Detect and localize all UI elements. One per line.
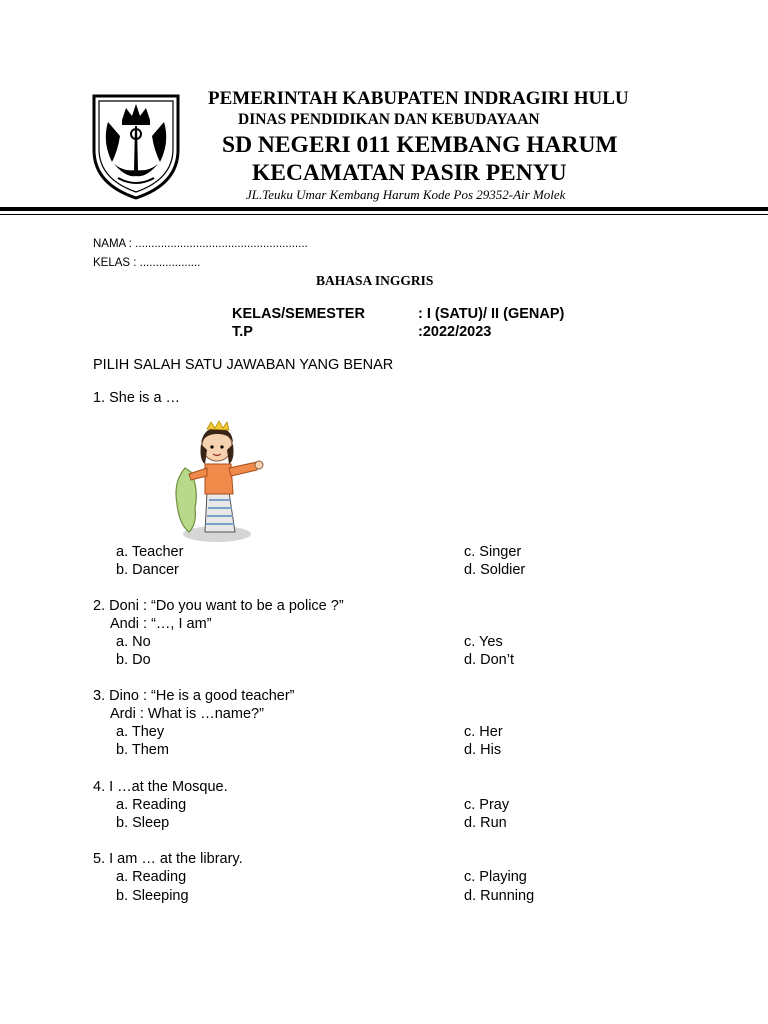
q4-option-c: c. Pray [464,797,510,813]
question-1-prompt: 1. She is a … [93,390,181,406]
q4-option-d: d. Run [464,815,507,831]
q1-option-b: b. Dancer [116,562,179,578]
q1-option-c: c. Singer [464,544,522,560]
q2-option-b: b. Do [116,652,151,668]
q5-option-c: c. Playing [464,869,527,885]
q3-option-b: b. Them [116,742,169,758]
semester-label: KELAS/SEMESTER [232,306,365,322]
dancer-girl-illustration [165,420,265,544]
tp-value: :2022/2023 [418,324,492,340]
q2-option-c: c. Yes [464,634,503,650]
question-5-prompt: 5. I am … at the library. [93,851,243,867]
q3-option-d: d. His [464,742,502,758]
header-line-2: DINAS PENDIDIKAN DAN KEBUDAYAAN [238,111,540,128]
q5-option-b: b. Sleeping [116,888,189,904]
school-name: SD NEGERI 011 KEMBANG HARUM [222,132,618,158]
q5-option-a: a. Reading [116,869,187,885]
school-address: JL.Teuku Umar Kembang Harum Kode Pos 29352-Air Molek [246,187,566,202]
q3-option-a: a. They [116,724,165,740]
header-rule-thick [0,207,768,211]
question-3-prompt: 3. Dino : “He is a good teacher” [93,688,295,704]
question-4-prompt: 4. I …at the Mosque. [93,779,228,795]
q4-option-a: a. Reading [116,797,187,813]
tp-label: T.P [232,324,253,340]
class-field: KELAS : ................... [93,257,201,269]
q3-option-c: c. Her [464,724,503,740]
q2-option-d: d. Don’t [464,652,514,668]
subject-title: BAHASA INGGRIS [316,273,434,288]
q1-option-a: a. Teacher [116,544,184,560]
question-3-prompt-line-2: Ardi : What is …name?” [110,706,264,722]
semester-value: : I (SATU)/ II (GENAP) [418,306,565,322]
district-name: KECAMATAN PASIR PENYU [252,160,567,186]
question-2-prompt: 2. Doni : “Do you want to be a police ?” [93,598,344,614]
q1-option-d: d. Soldier [464,562,526,578]
instruction: PILIH SALAH SATU JAWABAN YANG BENAR [93,357,394,373]
header-rule-thin [0,214,768,215]
question-2-prompt-line-2: Andi : “…, I am” [110,616,212,632]
header-line-1: PEMERINTAH KABUPATEN INDRAGIRI HULU [208,88,629,109]
q2-option-a: a. No [116,634,151,650]
q5-option-d: d. Running [464,888,535,904]
q4-option-b: b. Sleep [116,815,170,831]
regency-emblem [88,92,184,202]
name-field: NAMA : ...................................................... [93,238,308,250]
